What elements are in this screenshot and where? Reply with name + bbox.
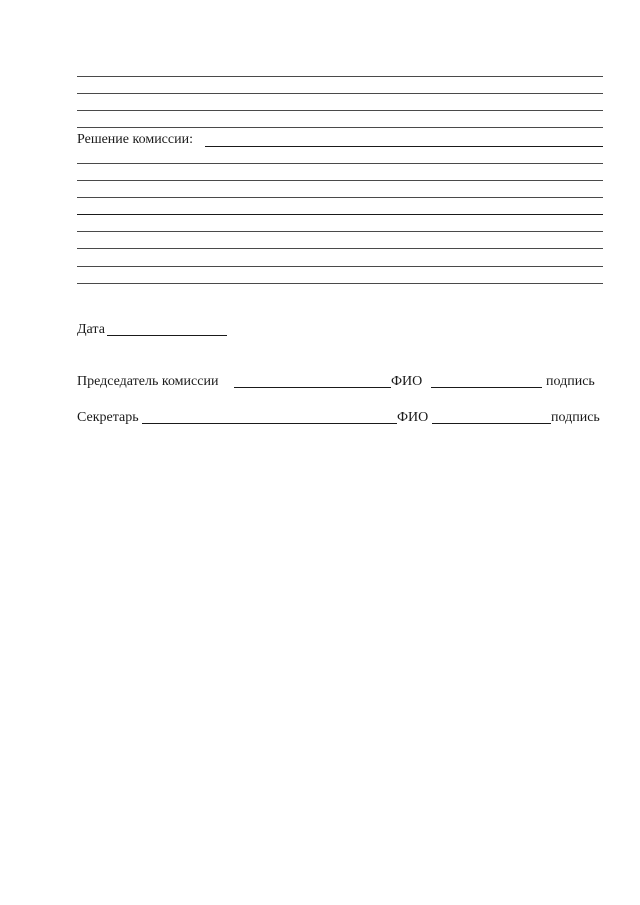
commission-decision-fill-line[interactable] xyxy=(205,146,603,147)
blank-line xyxy=(77,76,603,77)
chairman-signature-label: подпись xyxy=(546,374,595,389)
blank-line xyxy=(77,266,603,267)
blank-line xyxy=(77,248,603,249)
chairman-fio-label: ФИО xyxy=(391,374,423,389)
secretary-fio-label: ФИО xyxy=(397,410,429,425)
secretary-label: Секретарь xyxy=(77,410,139,425)
blank-line xyxy=(77,214,603,215)
date-fill-line[interactable] xyxy=(107,335,227,336)
blank-line xyxy=(77,197,603,198)
secretary-fill-line[interactable] xyxy=(142,423,397,424)
blank-line xyxy=(77,127,603,128)
secretary-fio-fill-line[interactable] xyxy=(432,423,551,424)
blank-line xyxy=(77,163,603,164)
chairman-fill-line[interactable] xyxy=(234,387,391,388)
secretary-signature-label: подпись xyxy=(551,410,600,425)
commission-decision-label: Решение комиссии: xyxy=(77,132,193,147)
blank-line xyxy=(77,231,603,232)
blank-line xyxy=(77,180,603,181)
blank-line xyxy=(77,93,603,94)
chairman-label: Председатель комиссии xyxy=(77,374,219,389)
blank-line xyxy=(77,283,603,284)
chairman-fio-fill-line[interactable] xyxy=(431,387,542,388)
date-label: Дата xyxy=(77,322,105,337)
blank-line xyxy=(77,110,603,111)
